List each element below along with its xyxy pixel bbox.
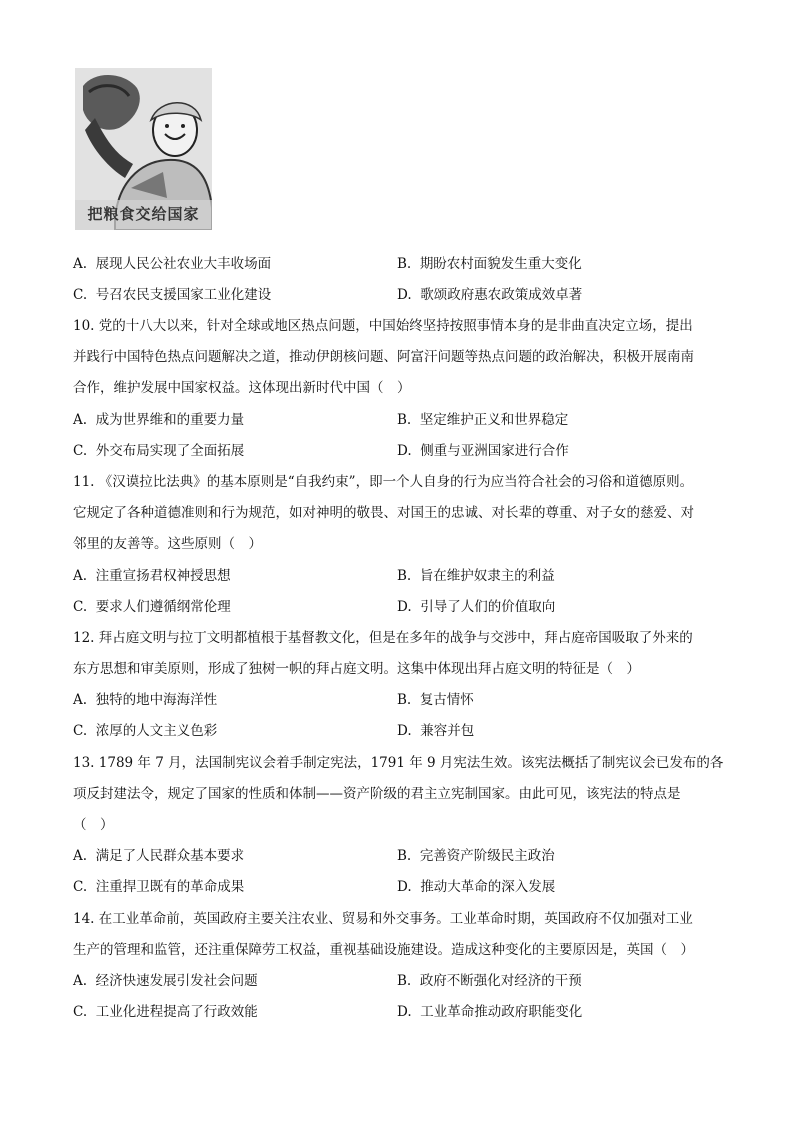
q10-option-b <box>397 410 568 430</box>
option-text: 完善资产阶级民主政治 <box>419 848 555 864</box>
option-text: 旨在维护奴隶主的利益 <box>419 568 555 584</box>
q12-stem-line: 12. 拜占庭文明与拉丁文明都植根于基督教文化，但是在多年的战争与交涉中，拜占庭帝国吸取了外来的 <box>73 630 693 646</box>
option-letter: A. <box>73 848 88 864</box>
option-letter: B. <box>397 692 412 708</box>
q14-option-b <box>397 971 582 991</box>
option-text: 政府不断强化对经济的干预 <box>419 973 582 989</box>
option-text: 工业化进程提高了行政效能 <box>95 1004 258 1020</box>
option-text: 满足了人民群众基本要求 <box>95 848 245 864</box>
option-letter: D. <box>397 599 412 615</box>
q9-option-c <box>73 285 271 305</box>
option-letter: B. <box>397 848 412 864</box>
option-text: 侧重与亚洲国家进行合作 <box>420 443 569 459</box>
option-text: 歌颂政府惠农政策成效卓著 <box>420 287 583 303</box>
q11-stem-line: 11. 《汉谟拉比法典》的基本原则是“自我约束”，即一个人自身的行为应当符合社会的习俗和道德原则。 <box>73 474 694 490</box>
option-text: 号召农民支援国家工业化建设 <box>95 287 272 303</box>
q13-option-c <box>73 877 244 897</box>
option-letter: D. <box>397 1004 412 1020</box>
q11-option-a <box>73 566 231 586</box>
option-text: 推动大革命的深入发展 <box>420 879 556 895</box>
q12-stem-line: 东方思想和审美原则，形成了独树一帜的拜占庭文明。这集中体现出拜占庭文明的特征是（ ） <box>73 661 640 677</box>
q12-option-c <box>73 721 217 741</box>
q14-stem-line: 生产的管理和监管，还注重保障劳工权益，重视基础设施建设。造成这种变化的主要原因是，英国（ ） <box>73 942 694 958</box>
option-letter: B. <box>397 568 412 584</box>
q13-stem-line: 13. 1789 年 7 月，法国制宪议会着手制定宪法，1791 年 9 月宪法生效。该宪法概括了制宪议会已发布的各 <box>73 755 724 771</box>
option-text: 独特的地中海海洋性 <box>95 692 218 708</box>
option-text: 展现人民公社农业大丰收场面 <box>95 256 272 272</box>
option-text: 经济快速发展引发社会问题 <box>95 973 258 989</box>
q11-option-b <box>397 566 555 586</box>
option-letter: D. <box>397 287 412 303</box>
q13-option-a <box>73 846 244 866</box>
option-letter: B. <box>397 256 412 272</box>
q13-option-d <box>397 877 555 897</box>
option-text: 兼容并包 <box>420 723 475 739</box>
q12-option-b <box>397 690 474 710</box>
q14-option-c <box>73 1002 258 1022</box>
option-letter: C. <box>73 1004 88 1020</box>
q11-option-c <box>73 597 231 617</box>
option-text: 坚定维护正义和世界稳定 <box>419 412 569 428</box>
q9-option-b <box>397 254 582 274</box>
q10-option-a <box>73 410 244 430</box>
q10-stem-line: 10. 党的十八大以来，针对全球或地区热点问题，中国始终坚持按照事情本身的是非曲直决定立场，提出 <box>73 318 693 334</box>
q11-option-d <box>397 597 555 617</box>
q14-option-d <box>397 1002 582 1022</box>
q12-option-d <box>397 721 474 741</box>
option-letter: B. <box>397 412 412 428</box>
option-letter: B. <box>397 973 412 989</box>
option-text: 期盼农村面貌发生重大变化 <box>419 256 582 272</box>
option-letter: A. <box>73 256 88 272</box>
option-text: 引导了人们的价值取向 <box>420 599 556 615</box>
option-text: 注重宣扬君权神授思想 <box>95 568 231 584</box>
option-text: 外交布局实现了全面拓展 <box>95 443 245 459</box>
q13-option-b <box>397 846 555 866</box>
q9-option-a <box>73 254 271 274</box>
q13-stem-line: （ ） <box>73 817 114 833</box>
q9-option-d <box>397 285 582 305</box>
option-text: 要求人们遵循纲常伦理 <box>95 599 231 615</box>
q10-stem-line: 合作，维护发展中国家权益。这体现出新时代中国（ ） <box>73 380 411 396</box>
q14-stem-line: 14. 在工业革命前，英国政府主要关注农业、贸易和外交事务。工业革命时期，英国政府不仅加强对工业 <box>73 911 693 927</box>
poster-caption: 把粮食交给国家 <box>87 205 200 223</box>
option-letter: C. <box>73 599 88 615</box>
q10-stem-line: 并践行中国特色热点问题解决之道，推动伊朗核问题、阿富汗问题等热点问题的政治解决，积极开展南南 <box>73 349 694 365</box>
q14-option-a <box>73 971 258 991</box>
option-text: 成为世界维和的重要力量 <box>95 412 245 428</box>
option-letter: A. <box>73 692 88 708</box>
option-letter: C. <box>73 287 88 303</box>
q12-option-a <box>73 690 217 710</box>
option-letter: D. <box>397 723 412 739</box>
q13-stem-line: 项反封建法令，规定了国家的性质和体制——资产阶级的君主立宪制国家。由此可见，该宪法的特点是 <box>73 786 681 802</box>
option-text: 复古情怀 <box>419 692 474 708</box>
option-letter: A. <box>73 568 88 584</box>
option-letter: C. <box>73 723 88 739</box>
q10-option-d <box>397 441 569 461</box>
q11-stem-line: 它规定了各种道德准则和行为规范，如对神明的敬畏、对国王的忠诚、对长辈的尊重、对子女的慈爱、对 <box>73 505 694 521</box>
option-letter: A. <box>73 973 88 989</box>
option-letter: D. <box>397 443 412 459</box>
q10-option-c <box>73 441 244 461</box>
q11-stem-line: 邻里的友善等。这些原则（ ） <box>73 536 262 552</box>
option-letter: C. <box>73 443 88 459</box>
option-letter: C. <box>73 879 88 895</box>
option-letter: A. <box>73 412 88 428</box>
option-text: 浓厚的人文主义色彩 <box>95 723 218 739</box>
option-text: 注重捍卫既有的革命成果 <box>95 879 245 895</box>
option-text: 工业革命推动政府职能变化 <box>420 1004 583 1020</box>
poster-image <box>75 68 212 230</box>
option-letter: D. <box>397 879 412 895</box>
